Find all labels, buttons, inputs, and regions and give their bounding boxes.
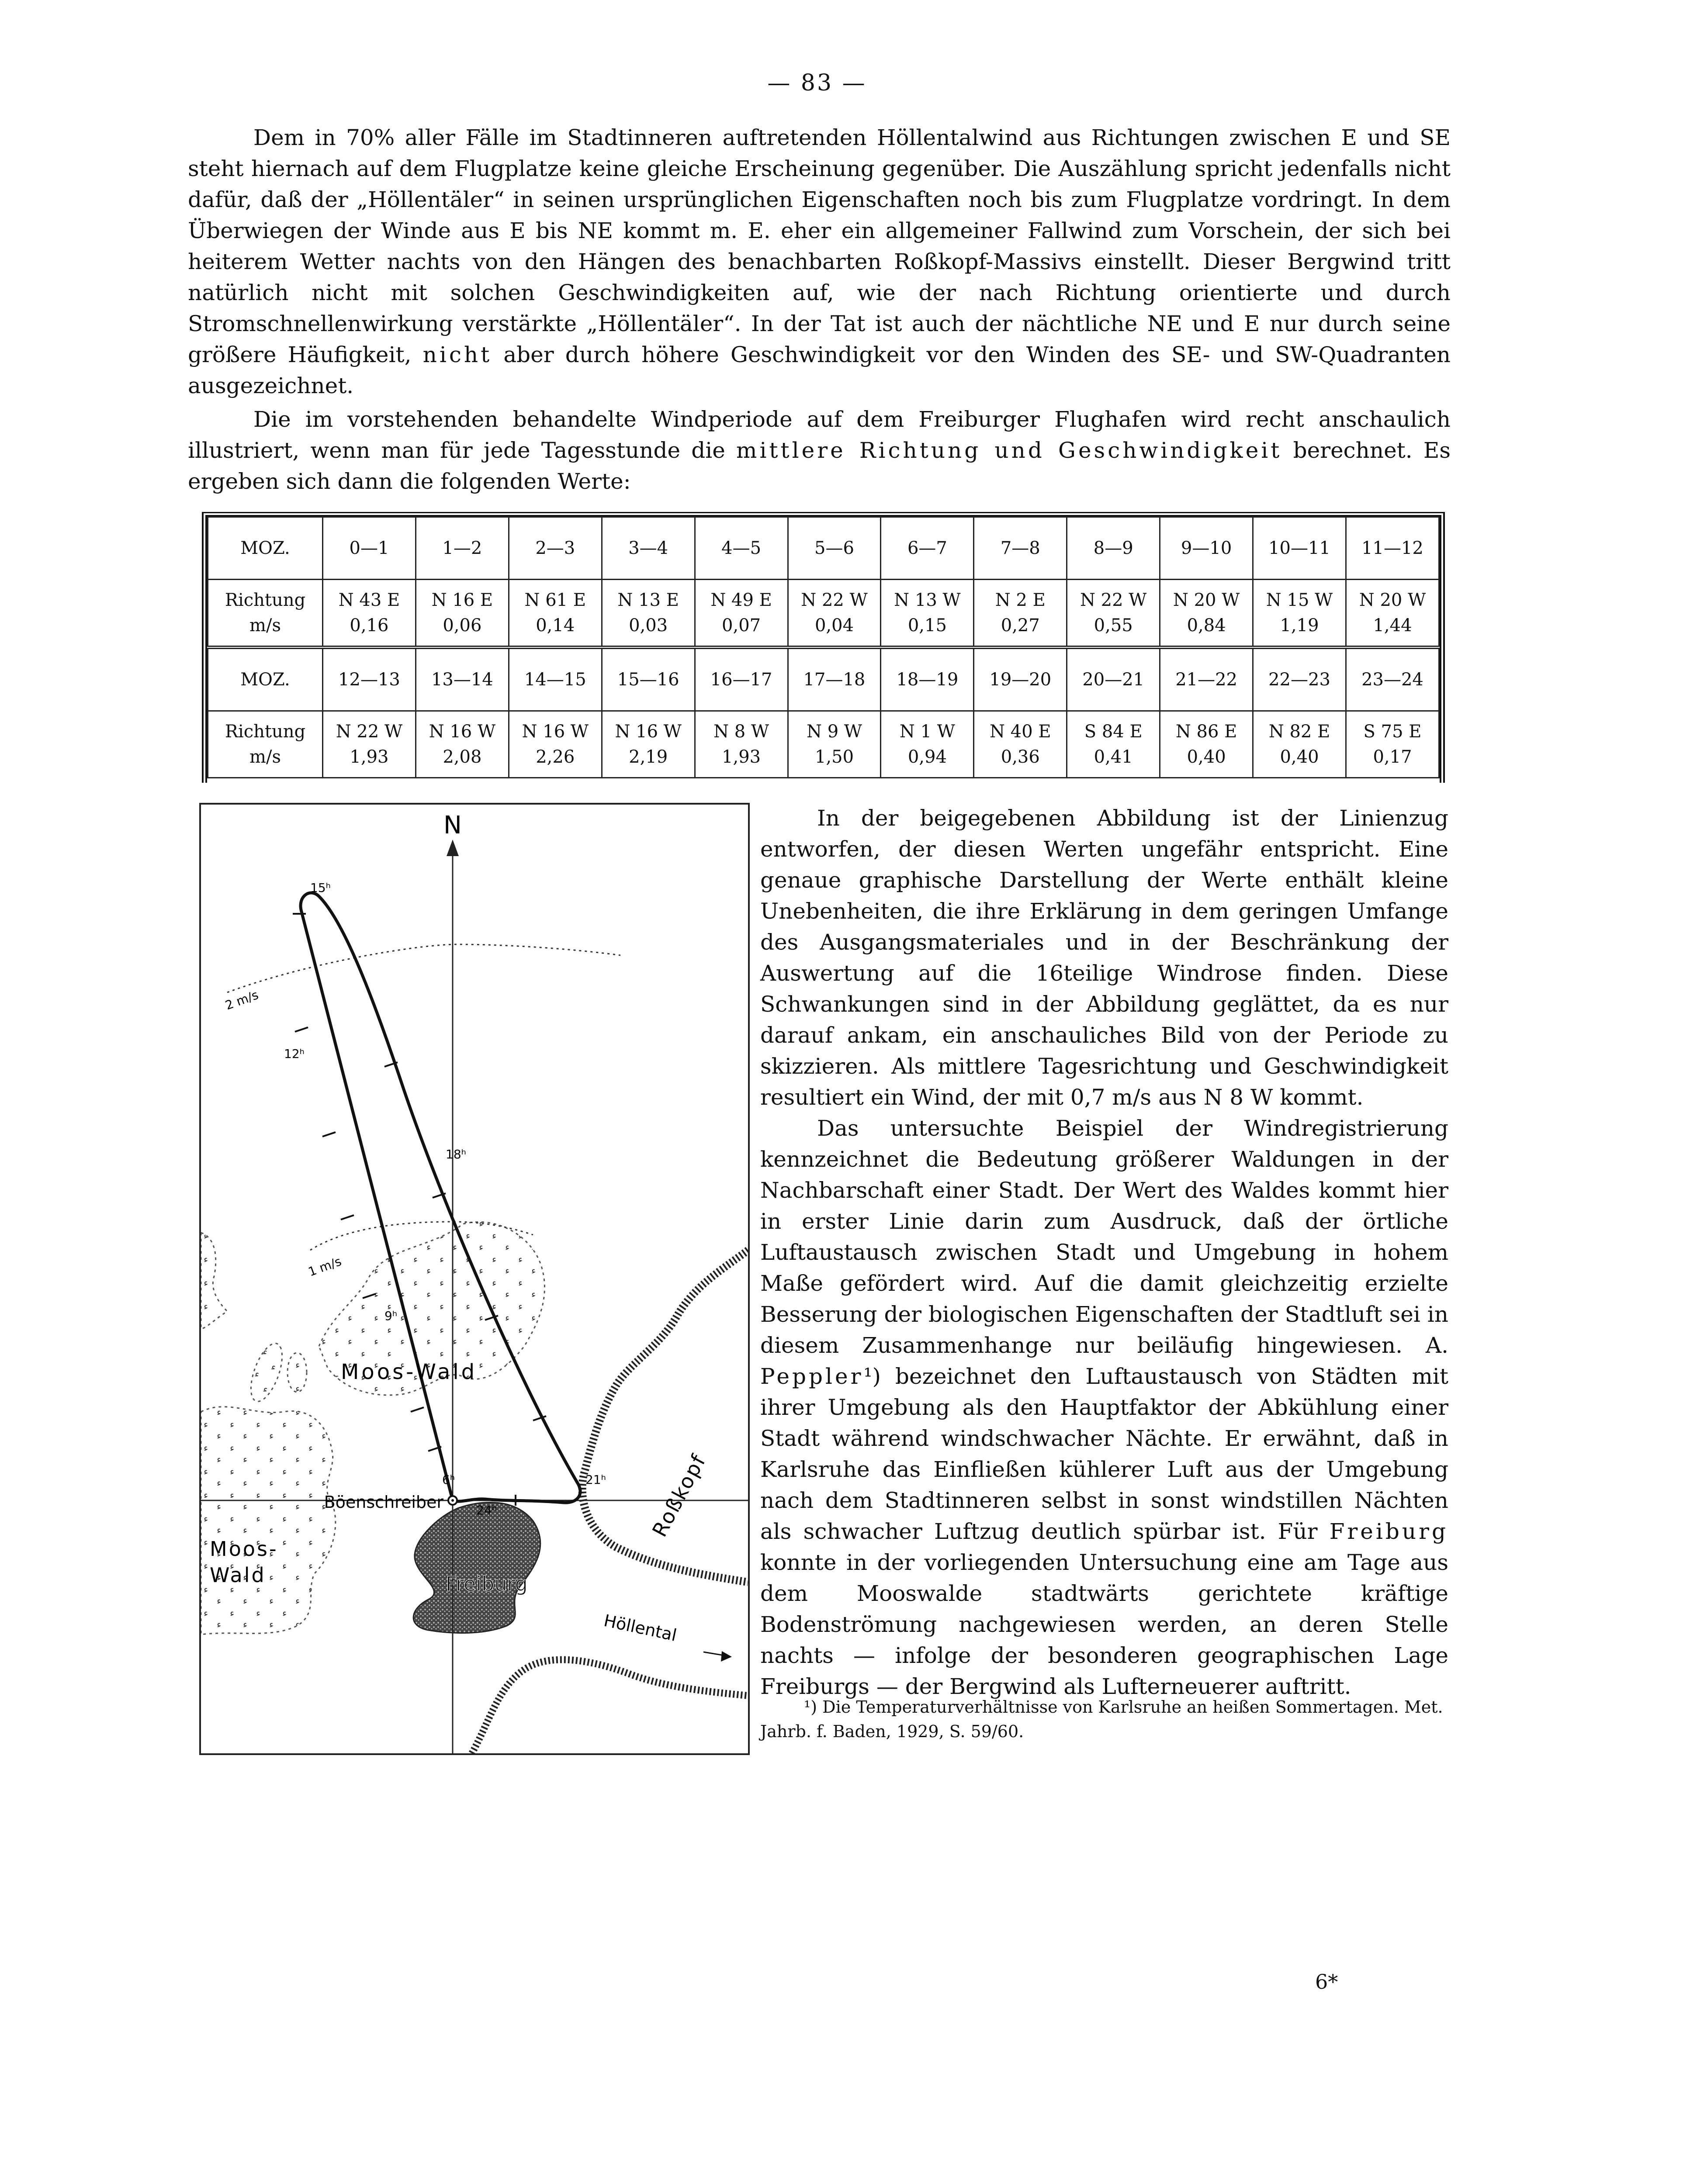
value-cell: N 20 W 1,44: [1346, 580, 1439, 648]
hour-cell: 18—19: [881, 647, 974, 711]
table-row-hours-2: [208, 647, 1439, 711]
hour-cell: 5—6: [788, 517, 881, 580]
hour-cell: 3—4: [602, 517, 695, 580]
value-cell: S 75 E 0,17: [1346, 711, 1439, 778]
value-cell: N 16 W 2,26: [509, 711, 602, 778]
hour-cell: 9—10: [1160, 517, 1253, 580]
hoellental-arrowhead: [721, 1651, 732, 1662]
moz-label: MOZ.: [208, 647, 323, 711]
hour-cell: 22—23: [1253, 647, 1346, 711]
value-cell: N 13 W 0,15: [881, 580, 974, 648]
value-cell: N 86 E 0,40: [1160, 711, 1253, 778]
hour-cell: 11—12: [1346, 517, 1439, 580]
sheet-mark: 6*: [1315, 1970, 1338, 1994]
value-cell: N 2 E 0,27: [974, 580, 1067, 648]
wind-table: [207, 516, 1440, 778]
hour-12-label: 12ʰ: [284, 1047, 305, 1061]
speed-1-label: 1 m/s: [306, 1254, 343, 1279]
hour-cell: 0—1: [323, 517, 416, 580]
north-arrow: [447, 840, 459, 856]
hour-cell: 1—2: [416, 517, 509, 580]
page-number: — 83 —: [767, 70, 867, 96]
right-paragraph-2: Das untersuchte Beispiel der Windregistrierung kennzeichnet die Bedeutung größerer Waldungen in der Nachbarschaft einer Stadt. Der Wert des Waldes kommt hier in erster Linie darin zum Ausdruck, daß der örtliche Luftaustausch zwischen Stadt und Umgebung in hohem Maße gefördert wird. Auf die damit gleichzeitig erzielte Besserung der biologischen Eigenschaften der Stadtluft sei in diesem Zusammenhange nur beiläufig hingewiesen. A. Peppler¹) bezeichnet den Luftaustausch von Städten mit ihrer Umgebung als den Hauptfaktor der Abkühlung einer Stadt während windschwacher Nächte. Er erwähnt, daß in Karlsruhe das Einfließen kühlerer Luft aus der Umgebung nach dem Stadtinneren selbst in sonst windstillen Nächten als schwacher Luftzug deutlich spürbar ist. Für Freiburg konnte in der vorliegenden Untersuchung eine am Tage aus dem Mooswalde stadtwärts gerichtete kräftige Bodenströmung nachgewiesen werden, an deren Stelle nachts — infolge der besonderen geographischen Lage Freiburgs — der Bergwind als Lufterneuerer auftritt.: [760, 1116, 1448, 1699]
value-cell: N 43 E 0,16: [323, 580, 416, 648]
right-paragraph-1: In der beigegebenen Abbildung ist der Linienzug entworfen, der diesen Werten ungefähr entspricht. Eine genaue graphische Darstellung der Werte enthält kleine Unebenheiten, die ihre Erklärung in dem geringen Umfange des Ausgangsmateriales und in der Beschränkung der Auswertung auf die 16teilige Windrose finden. Diese Schwankungen sind in der Abbildung geglättet, da es nur darauf ankam, ein anschauliches Bild von der Periode zu skizzieren. Als mittlere Tagesrichtung und Geschwindigkeit resultiert ein Wind, der mit 0,7 m/s aus N 8 W kommt.: [760, 805, 1448, 1110]
speed-circle-2ms: [227, 944, 620, 992]
value-cell: N 16 E 0,06: [416, 580, 509, 648]
moos-wald-label-2a: Moos-: [210, 1537, 278, 1561]
hour-cell: 15—16: [602, 647, 695, 711]
value-cell: N 82 E 0,40: [1253, 711, 1346, 778]
hour-cell: 13—14: [416, 647, 509, 711]
moos-wald-label-2b: Wald: [210, 1563, 266, 1587]
value-cell: N 22 W 0,55: [1067, 580, 1160, 648]
forest-patch: [287, 1353, 307, 1392]
footnote: ¹) Die Temperaturverhältnisse von Karlsruhe an heißen Sommertagen. Met. Jahrb. f. Baden, 1929, S. 59/60.: [760, 1697, 1443, 1741]
value-cell: N 61 E 0,14: [509, 580, 602, 648]
boenschreiber-label: Böenschreiber: [324, 1493, 443, 1512]
hour-cell: 8—9: [1067, 517, 1160, 580]
second-paragraph: Die im vorstehenden behandelte Windperiode auf dem Freiburger Flughafen wird recht anschaulich illustriert, wenn man für jede Tagesstunde die mittlere Richtung und Geschwindigkeit berechnet. Es ergeben sich dann die folgenden Werte:: [188, 407, 1451, 494]
value-cell: N 22 W 0,04: [788, 580, 881, 648]
hour-cell: 20—21: [1067, 647, 1160, 711]
valley-edge: [472, 1660, 748, 1753]
value-label: Richtung m/s: [208, 580, 323, 648]
hour-cell: 7—8: [974, 517, 1067, 580]
moz-label: MOZ.: [208, 517, 323, 580]
value-cell: N 20 W 0,84: [1160, 580, 1253, 648]
value-label: Richtung m/s: [208, 711, 323, 778]
value-cell: N 13 E 0,03: [602, 580, 695, 648]
freiburg-label: Freiburg: [446, 1572, 528, 1596]
hour-cell: 16—17: [695, 647, 788, 711]
moos-wald-label-1: Moos-Wald: [341, 1360, 478, 1384]
wind-map-figure: [199, 803, 750, 1755]
wind-map-svg: [201, 805, 748, 1753]
hour-cell: 14—15: [509, 647, 602, 711]
hour-cell: 12—13: [323, 647, 416, 711]
speed-2-label: 2 m/s: [223, 987, 260, 1013]
moos-wald-west: [201, 1407, 336, 1635]
north-label: N: [443, 811, 462, 840]
moos-wald-west-upper: [201, 1233, 227, 1329]
hour-cell: 17—18: [788, 647, 881, 711]
hour-15-label: 15ʰ: [310, 881, 331, 895]
value-cell: N 40 E 0,36: [974, 711, 1067, 778]
boenschreiber-marker-dot: [451, 1499, 454, 1502]
wind-table-frame: [202, 512, 1445, 783]
value-cell: N 15 W 1,19: [1253, 580, 1346, 648]
value-cell: S 84 E 0,41: [1067, 711, 1160, 778]
intro-paragraph: Dem in 70% aller Fälle im Stadtinneren auftretenden Höllentalwind aus Richtungen zwischen E und SE steht hiernach auf dem Flugplatze keine gleiche Erscheinung gegenüber. Die Auszählung spricht jedenfalls nicht dafür, daß der „Höllentäler“ in seinen ursprünglichen Eigenschaften noch bis zum Flugplatze vordringt. In dem Überwiegen der Winde aus E bis NE kommt m. E. eher ein allgemeiner Fallwind zum Vorschein, der sich bei heiterem Wetter nachts von den Hängen des benachbarten Roßkopf-Massivs einstellt. Dieser Bergwind tritt natürlich nicht mit solchen Geschwindigkeiten auf, wie der nach Richtung orientierte und durch Stromschnellenwirkung verstärkte „Höllentäler“. In der Tat ist auch der nächtliche NE und E nur durch seine größere Häufigkeit, nicht aber durch höhere Geschwindigkeit vor den Winden des SE- und SW-Quadranten ausgezeichnet.: [188, 125, 1451, 398]
hour-24-label: 24ʰ: [476, 1503, 497, 1517]
value-cell: N 8 W 1,93: [695, 711, 788, 778]
hour-21-label: 21ʰ: [585, 1472, 606, 1487]
hour-cell: 4—5: [695, 517, 788, 580]
forest-patch: [245, 1340, 289, 1406]
right-column-text: [760, 803, 1448, 1702]
table-row-hours-1: [208, 517, 1439, 580]
hoellental-label: Höllental: [602, 1610, 679, 1645]
hour-18-label: 18ʰ: [446, 1147, 466, 1161]
hour-cell: 19—20: [974, 647, 1067, 711]
value-cell: N 1 W 0,94: [881, 711, 974, 778]
rosskopf-label: Roßkopf: [648, 1450, 711, 1541]
value-cell: N 49 E 0,07: [695, 580, 788, 648]
hour-cell: 2—3: [509, 517, 602, 580]
freiburg-city: [413, 1503, 540, 1633]
hour-9-label: 9ʰ: [384, 1309, 398, 1323]
value-cell: N 16 W 2,19: [602, 711, 695, 778]
hour-cell: 10—11: [1253, 517, 1346, 580]
table-row-values-1: [208, 580, 1439, 648]
hour-cell: 6—7: [881, 517, 974, 580]
hour-cell: 23—24: [1346, 647, 1439, 711]
hour-ticks: [293, 914, 546, 1506]
table-row-values-2: [208, 711, 1439, 778]
wind-hodograph-curve: [301, 893, 580, 1503]
value-cell: N 22 W 1,93: [323, 711, 416, 778]
hour-6-label: 6ʰ: [442, 1472, 455, 1487]
hour-cell: 21—22: [1160, 647, 1253, 711]
value-cell: N 9 W 1,50: [788, 711, 881, 778]
value-cell: N 16 W 2,08: [416, 711, 509, 778]
